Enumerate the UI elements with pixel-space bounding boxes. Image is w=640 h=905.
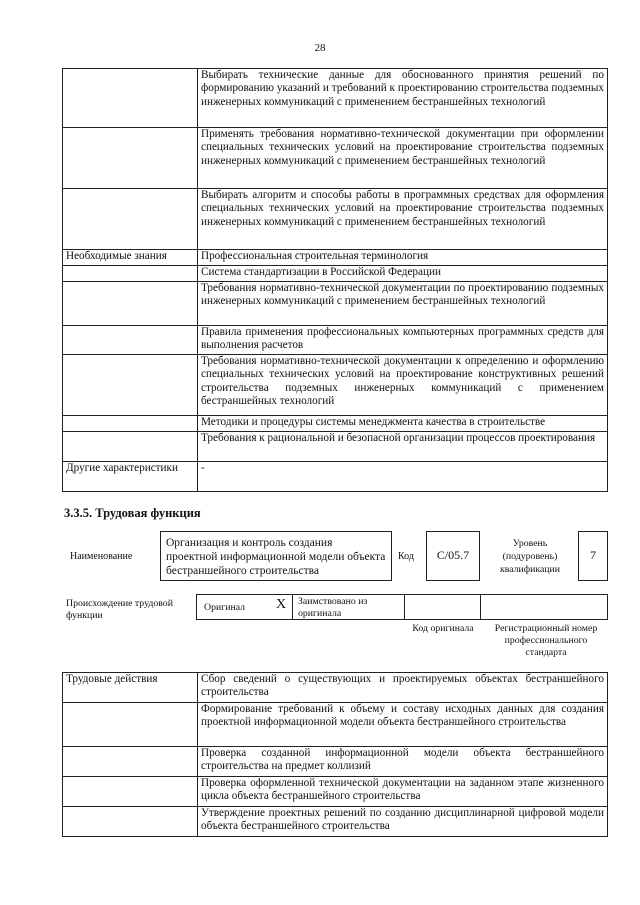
row-label [63,432,198,462]
origin-label: Происхождение трудовой функции [66,598,173,621]
code-divider [480,594,481,620]
row-label [63,807,198,837]
table-row [63,432,608,462]
table-row [63,189,608,250]
row-text: Требования нормативно-технической документации по проектированию подземных инженерных коммуникаций с применением бестраншейных технологий [198,282,608,326]
reg-number-caption: Регистрационный номер профессионального стандарта [494,623,598,658]
level-box [578,531,608,581]
function-name: Организация и контроль создания проектной информационной модели объекта бестраншейного строительства [166,537,386,577]
row-text: Проверка оформленной технической документации на заданном этапе жизненного цикла объекта бестраншейного строительства [198,777,608,807]
section-title: 3.3.5. Трудовая функция [64,506,201,520]
row-text: Проверка созданной информационной модели объекта бестраншейного строительства на предмет коллизий [198,747,608,777]
table-row [63,326,608,355]
table-row [63,747,608,777]
page-number: 28 [314,42,326,54]
row-label [63,282,198,326]
labor-actions-table [62,672,608,837]
row-label [63,416,198,432]
row-label [63,355,198,416]
row-text: Система стандартизации в Российской Федерации [198,266,608,282]
code-box [426,531,480,581]
original-label: Оригинал [204,602,246,613]
origin-code-caption: Код оригинала [412,623,474,634]
table-row [63,355,608,416]
level-value: 7 [590,548,596,562]
table-row [63,128,608,189]
row-text: Требования к рациональной и безопасной организации процессов проектирования [198,432,608,462]
row-text: Формирование требований к объему и составу исходных данных для создания проектной информационной модели объекта бестраншейного строительства [198,703,608,747]
original-divider [292,594,293,620]
table-row [63,69,608,128]
table-row [63,416,608,432]
row-label [63,703,198,747]
row-label [63,326,198,355]
skills-knowledge-table [62,68,608,492]
row-label [63,266,198,282]
original-mark: X [276,597,287,612]
name-label: Наименование [70,551,133,562]
level-label: Уровень (подуровень) квалификации [499,538,561,575]
row-label: Другие характеристики [63,462,198,492]
table-row [63,777,608,807]
row-text: Правила применения профессиональных компьютерных программных средств для выполнения расчетов [198,326,608,355]
row-label [63,69,198,128]
row-text: Применять требования нормативно-технической документации при оформлении специальных технических условий на проектирование строительства подземных инженерных коммуникаций с применением бестраншейных технологий [198,128,608,189]
row-label [63,128,198,189]
code-label: Код [398,551,414,562]
table-row [63,282,608,326]
row-text: Выбирать технические данные для обоснованного принятия решений по формированию указаний и требований к проектированию строительства подземных инженерных коммуникаций с применением бестраншейных технологий [198,69,608,128]
row-label: Трудовые действия [63,673,198,703]
row-text: Требования нормативно-технической документации к определению и оформлению специальных технических условий на проектирование конструктивных решений строительства подземных инженерных коммуникаций с применением бестраншейных технологий [198,355,608,416]
row-text: Профессиональная строительная терминология [198,250,608,266]
function-name-box [160,531,392,581]
table-row [63,250,608,266]
row-label [63,189,198,250]
row-text: Утверждение проектных решений по созданию дисциплинарной цифровой модели объекта бестраншейного строительства [198,807,608,837]
table-row [63,807,608,837]
origin-table [196,594,608,620]
row-text: Методики и процедуры системы менеджмента качества в строительстве [198,416,608,432]
row-text: Сбор сведений о существующих и проектируемых объектах бестраншейного строительства [198,673,608,703]
borrowed-divider [404,594,405,620]
row-text: - [198,462,608,492]
row-label: Необходимые знания [63,250,198,266]
table-row [63,266,608,282]
table-row [63,462,608,492]
row-label [63,777,198,807]
table-row [63,673,608,703]
borrowed-label: Заимствовано из оригинала [298,596,368,619]
row-label [63,747,198,777]
table-row [63,703,608,747]
code-value: С/05.7 [436,548,470,562]
row-text: Выбирать алгоритм и способы работы в программных средствах для оформления специальных технических условий на проектирование строительства подземных инженерных коммуникаций с применением бестраншейных технологий [198,189,608,250]
